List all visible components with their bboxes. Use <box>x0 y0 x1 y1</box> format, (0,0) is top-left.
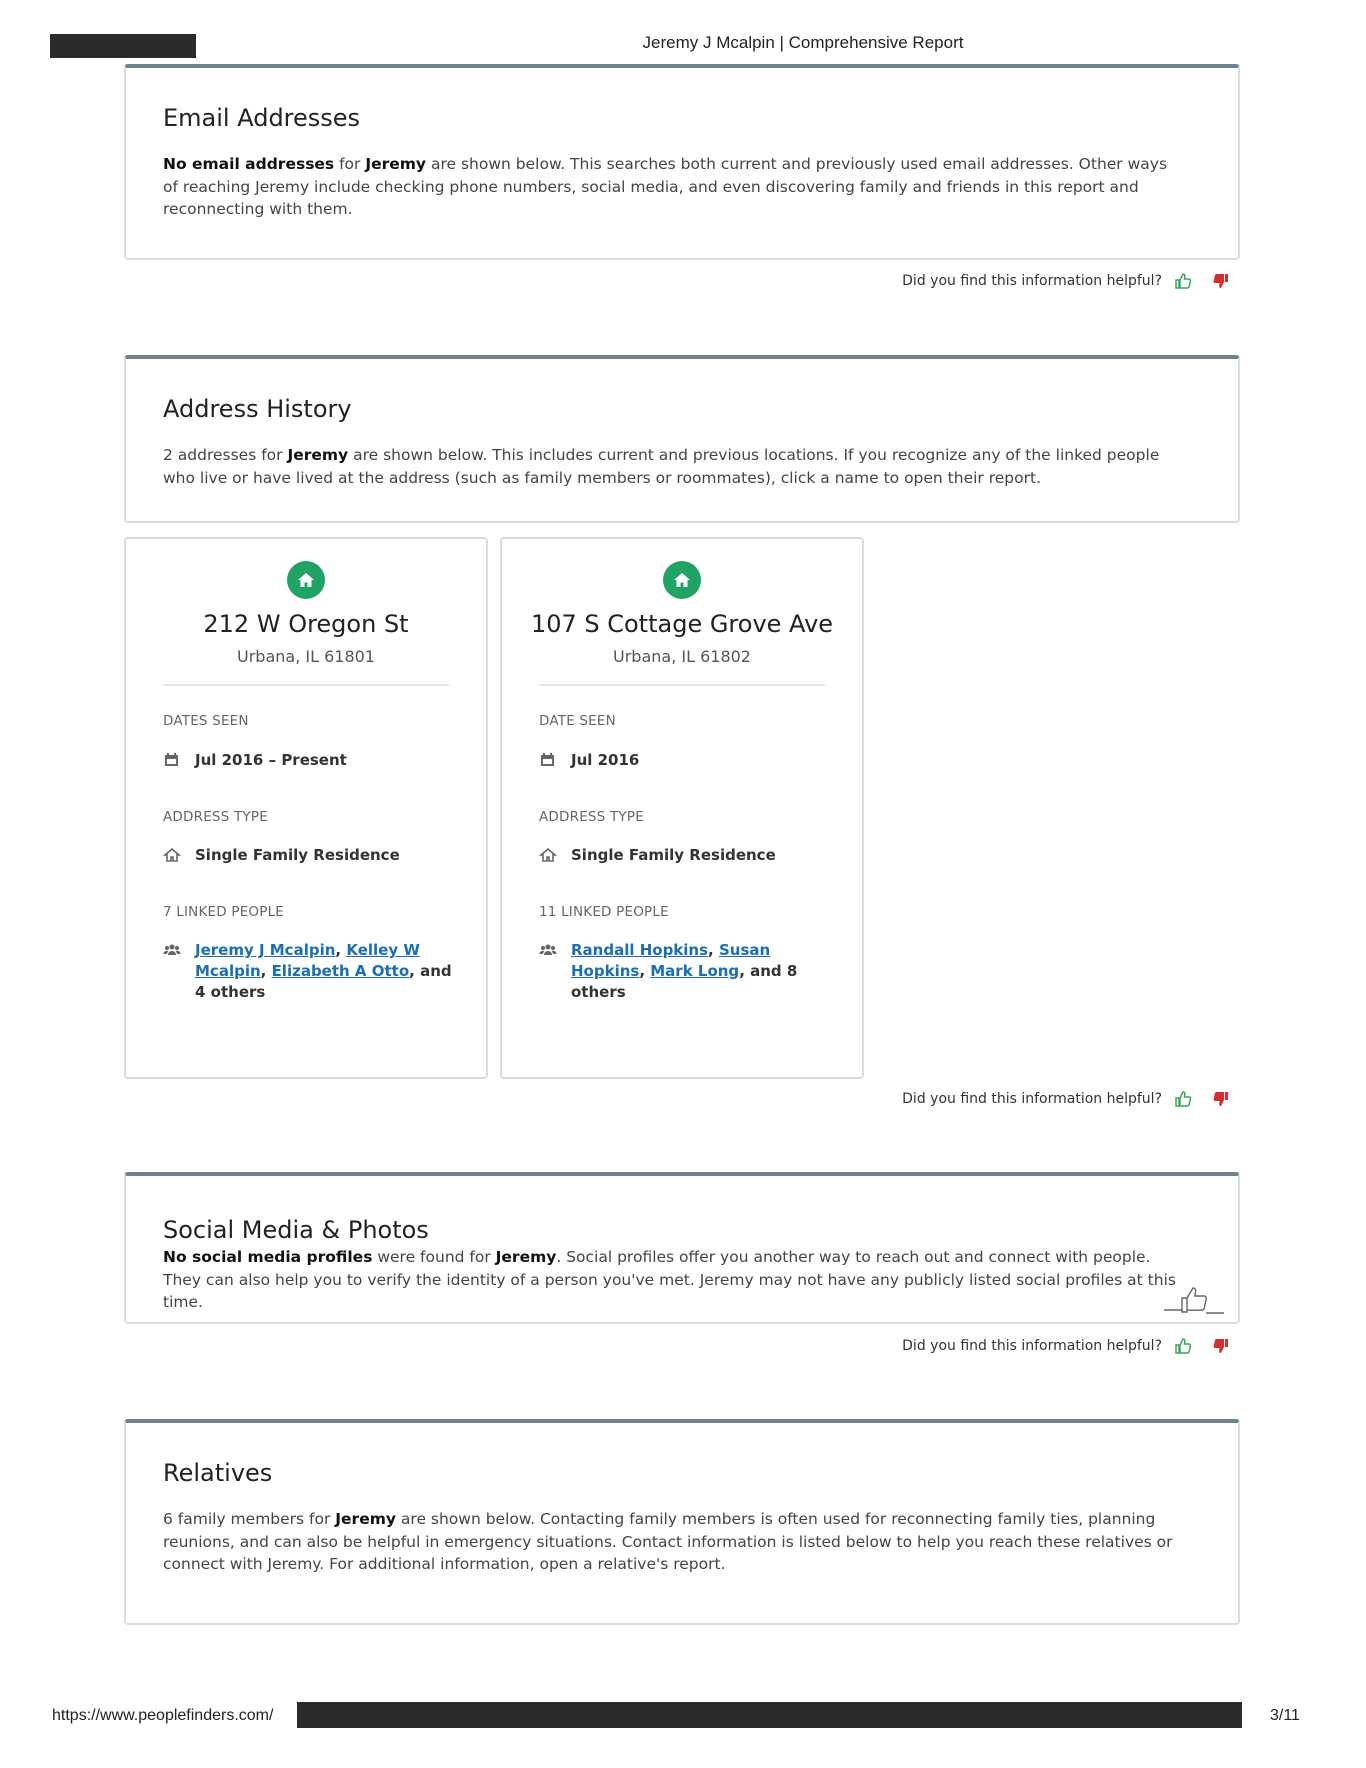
divider <box>539 684 825 686</box>
section-title: Social Media & Photos <box>163 1216 429 1244</box>
helpful-prompt: Did you find this information helpful? <box>902 273 1162 289</box>
people-icon <box>539 941 557 959</box>
dates-seen-value: Jul 2016 <box>539 750 832 771</box>
redacted-url-block <box>297 1702 1242 1728</box>
helpful-feedback <box>902 1337 1230 1355</box>
page-number: 3/11 <box>1270 1707 1300 1724</box>
address-type-value: Single Family Residence <box>163 845 456 866</box>
thumbs-down-icon[interactable] <box>1212 1090 1230 1108</box>
address-history-card <box>124 355 1240 523</box>
address-type-label: ADDRESS TYPE <box>539 809 644 825</box>
people-icon <box>163 941 181 959</box>
section-description: 2 addresses for Jeremy are shown below. This includes current and previous locations. If you recognize any of the linked people who live or have lived at the address (such as family members or roommates), click a name to open their report. <box>163 446 1160 487</box>
linked-people-value: Randall Hopkins, Susan Hopkins, Mark Long, and 8 others <box>539 940 832 1003</box>
linked-person-link[interactable]: Susan Hopkins <box>571 941 771 980</box>
address-city: Urbana, IL 61802 <box>613 647 751 666</box>
section-description: 6 family members for Jeremy are shown below. Contacting family members is often used for reconnecting family ties, planning reunions, and can also be helpful in emergency situations. Contact information is listed below to help you reach these relatives or connect with Jeremy. For additional information, open a relative's report. <box>163 1510 1173 1573</box>
thumbs-down-icon[interactable] <box>1212 1337 1230 1355</box>
section-description: No email addresses for Jeremy are shown below. This searches both current and previously used email addresses. Other ways of reaching Jeremy include checking phone numbers, social media, and even discovering family and friends in this report and reconnecting with them. <box>163 155 1168 218</box>
helpful-feedback <box>902 1090 1230 1108</box>
section-description: No social media profiles were found for Jeremy. Social profiles offer you another way to reach out and connect with people. They can also help you to verify the identity of a person you've met. Jeremy may not have any publicly listed social profiles at this time. <box>163 1248 1176 1311</box>
address-city: Urbana, IL 61801 <box>237 647 375 666</box>
linked-people-label: 7 LINKED PEOPLE <box>163 904 285 920</box>
page-title: Jeremy J Mcalpin | Comprehensive Report <box>642 33 964 52</box>
house-icon <box>663 561 701 599</box>
linked-person-link[interactable]: Kelley W Mcalpin <box>195 941 420 980</box>
helpful-prompt: Did you find this information helpful? <box>902 1091 1162 1107</box>
calendar-icon <box>163 751 181 769</box>
calendar-icon <box>539 751 557 769</box>
address-street: 212 W Oregon St <box>203 610 409 638</box>
section-title: Address History <box>163 395 352 423</box>
section-title: Email Addresses <box>163 104 361 132</box>
helpful-prompt: Did you find this information helpful? <box>902 1338 1162 1354</box>
dates-seen-label: DATES SEEN <box>163 713 249 729</box>
linked-person-link[interactable]: Jeremy J Mcalpin <box>195 941 336 959</box>
house-icon <box>287 561 325 599</box>
address-street: 107 S Cottage Grove Ave <box>530 610 834 638</box>
linked-person-link[interactable]: Mark Long <box>650 962 740 980</box>
home-outline-icon <box>539 846 557 864</box>
thumbs-down-icon[interactable] <box>1212 272 1230 290</box>
address-type-label: ADDRESS TYPE <box>163 809 268 825</box>
footer-url: https://www.peoplefinders.com/ <box>52 1707 274 1724</box>
thumbs-up-icon[interactable] <box>1174 272 1192 290</box>
address-card <box>124 537 488 1079</box>
divider <box>163 684 449 686</box>
relatives-card <box>124 1419 1240 1625</box>
section-title: Relatives <box>163 1459 273 1487</box>
linked-person-link[interactable]: Elizabeth A Otto <box>271 962 410 980</box>
social-media-card <box>124 1172 1240 1324</box>
home-outline-icon <box>163 846 181 864</box>
thumbs-up-icon[interactable] <box>1174 1337 1192 1355</box>
address-type-value: Single Family Residence <box>539 845 832 866</box>
dates-seen-label: DATE SEEN <box>539 713 616 729</box>
address-card <box>500 537 864 1079</box>
thumbs-up-icon[interactable] <box>1174 1090 1192 1108</box>
dates-seen-value: Jul 2016 – Present <box>163 750 456 771</box>
linked-people-value: Jeremy J Mcalpin, Kelley W Mcalpin, Elizabeth A Otto, and 4 others <box>163 940 456 1003</box>
linked-person-link[interactable]: Randall Hopkins <box>571 941 709 959</box>
email-addresses-card <box>124 64 1240 260</box>
like-outline-icon <box>1162 1280 1226 1316</box>
linked-people-label: 11 LINKED PEOPLE <box>539 904 669 920</box>
helpful-feedback <box>902 272 1230 290</box>
